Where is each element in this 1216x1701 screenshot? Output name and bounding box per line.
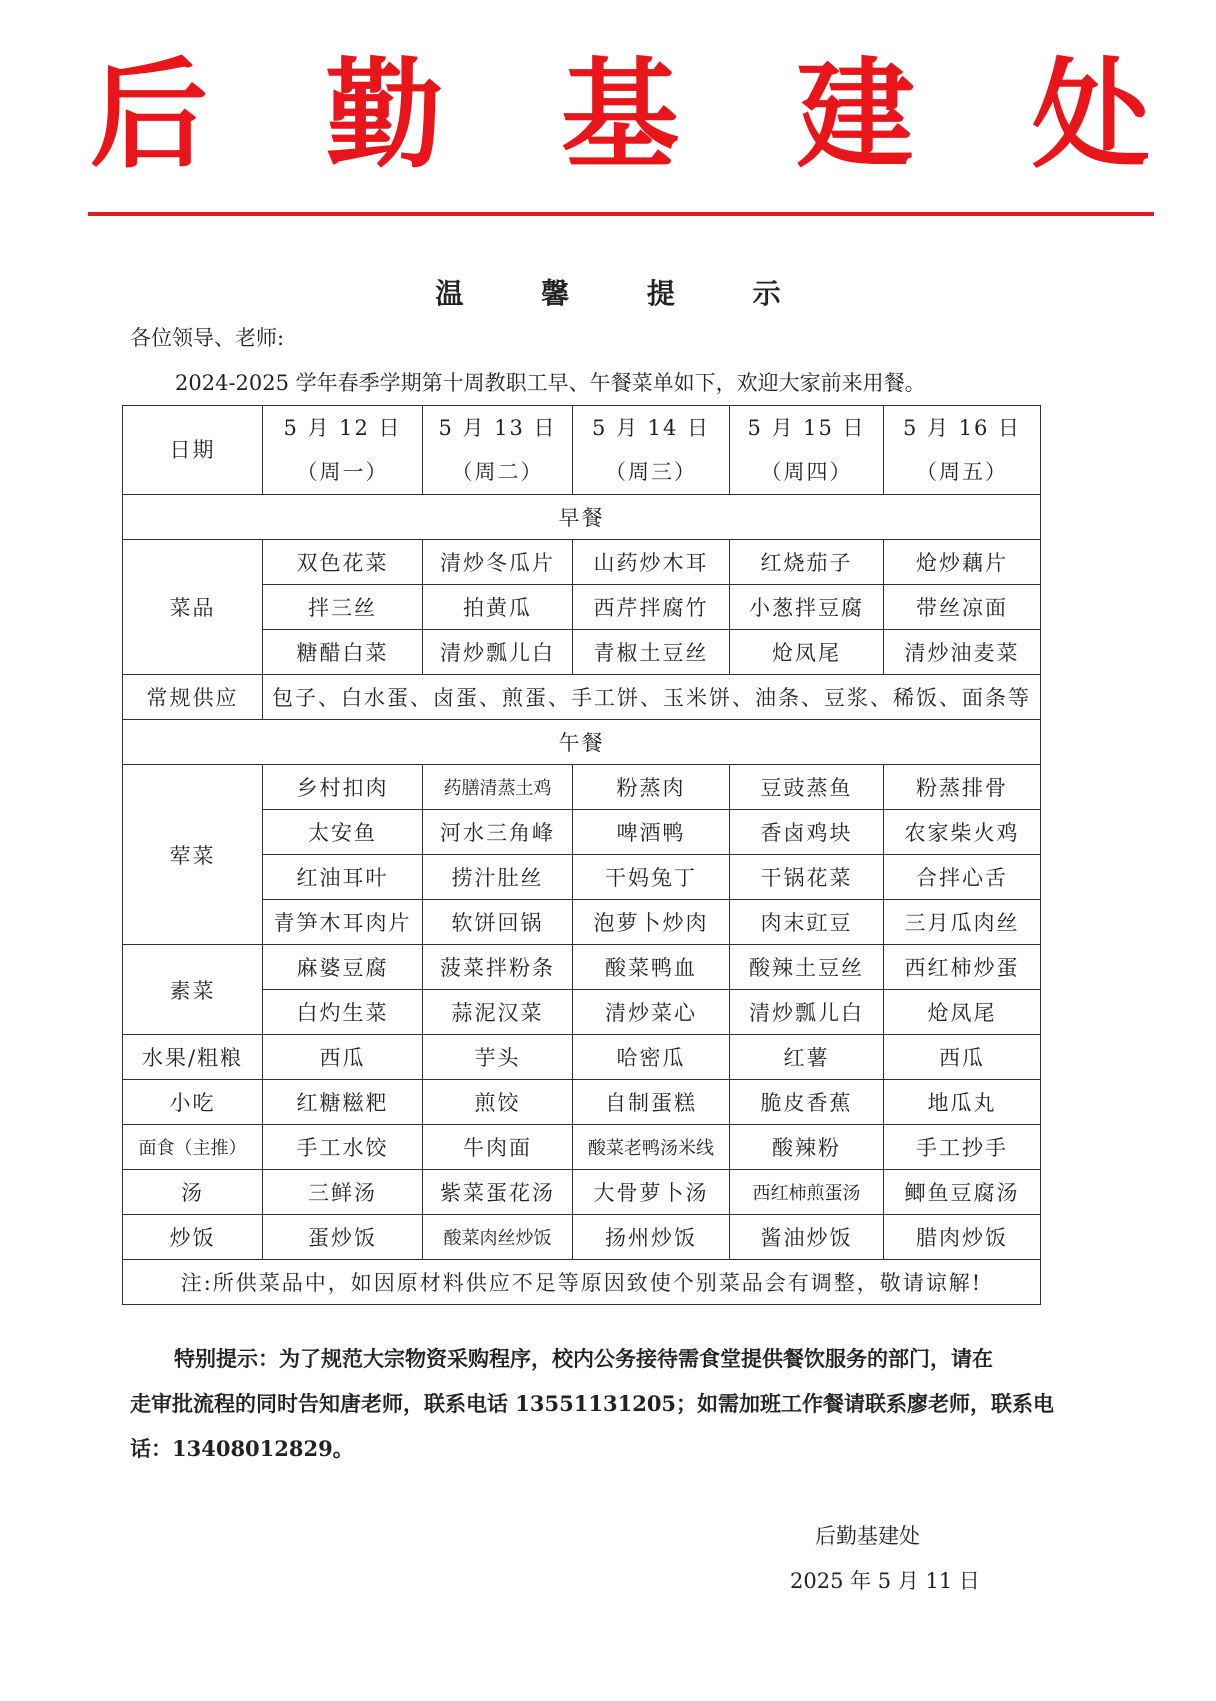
table-row — [123, 765, 1041, 810]
category-label: 水果/粗粮 — [123, 1035, 263, 1080]
letterhead-title — [90, 45, 1150, 184]
table-row — [123, 675, 1041, 720]
dish-cell: 自制蛋糕 — [573, 1080, 730, 1125]
dish-cell: 红糖糍粑 — [263, 1080, 423, 1125]
category-label: 汤 — [123, 1170, 263, 1215]
date-label: 日期 — [123, 406, 263, 495]
letterhead-char: 处 — [1031, 45, 1150, 184]
dish-cell: 蛋炒饭 — [263, 1215, 423, 1260]
dish-cell: 河水三角峰 — [423, 810, 573, 855]
dish-cell: 捞汁肚丝 — [423, 855, 573, 900]
day-date: 5 月 15 日 — [747, 416, 866, 440]
letterhead-char: 勤 — [325, 45, 444, 184]
dish-cell: 清炒冬瓜片 — [423, 540, 573, 585]
letterhead-divider — [88, 212, 1154, 216]
table-row — [123, 1125, 1041, 1170]
day-date: 5 月 13 日 — [438, 416, 557, 440]
dish-cell: 炝凤尾 — [730, 630, 884, 675]
dish-cell: 西瓜 — [263, 1035, 423, 1080]
dish-cell: 鲫鱼豆腐汤 — [884, 1170, 1041, 1215]
regular-supply-text: 包子、白水蛋、卤蛋、煎蛋、手工饼、玉米饼、油条、豆浆、稀饭、面条等 — [263, 675, 1041, 720]
day-weekday: （周三） — [605, 460, 697, 484]
table-row — [123, 540, 1041, 585]
menu-note: 注:所供菜品中，如因原材料供应不足等原因致使个别菜品会有调整，敬请谅解! — [123, 1260, 1041, 1305]
dish-cell: 农家柴火鸡 — [884, 810, 1041, 855]
dish-cell: 啤酒鸭 — [573, 810, 730, 855]
dish-cell: 大骨萝卜汤 — [573, 1170, 730, 1215]
dish-cell: 清炒油麦菜 — [884, 630, 1041, 675]
dish-cell: 西芹拌腐竹 — [573, 585, 730, 630]
dish-cell: 红油耳叶 — [263, 855, 423, 900]
table-row — [123, 945, 1041, 990]
dish-cell: 三鲜汤 — [263, 1170, 423, 1215]
section-row — [123, 495, 1041, 540]
dish-cell: 扬州炒饭 — [573, 1215, 730, 1260]
dish-cell: 红烧茄子 — [730, 540, 884, 585]
dish-cell: 干妈兔丁 — [573, 855, 730, 900]
category-label: 素菜 — [123, 945, 263, 1035]
category-label: 菜品 — [123, 540, 263, 675]
dish-cell: 清炒瓢儿白 — [423, 630, 573, 675]
dish-cell: 牛肉面 — [423, 1125, 573, 1170]
day-date: 5 月 14 日 — [591, 416, 711, 440]
note-row — [123, 1260, 1041, 1305]
breakfast-section-label: 早餐 — [123, 495, 1041, 540]
category-label: 常规供应 — [123, 675, 263, 720]
letterhead-char: 建 — [796, 45, 915, 184]
dish-cell: 地瓜丸 — [884, 1080, 1041, 1125]
dish-cell: 三月瓜肉丝 — [884, 900, 1041, 945]
dish-cell: 合拌心舌 — [884, 855, 1041, 900]
dish-cell: 炝炒藕片 — [884, 540, 1041, 585]
dish-cell: 泡萝卜炒肉 — [573, 900, 730, 945]
day-date: 5 月 12 日 — [283, 416, 402, 440]
dish-cell: 蒜泥汉菜 — [423, 990, 573, 1035]
dish-cell: 青椒土豆丝 — [573, 630, 730, 675]
dish-cell: 白灼生菜 — [263, 990, 423, 1035]
table-row — [123, 1080, 1041, 1125]
section-row — [123, 720, 1041, 765]
day-weekday: （周一） — [296, 460, 389, 484]
menu-table — [122, 405, 1041, 1305]
dish-cell: 软饼回锅 — [423, 900, 573, 945]
dish-cell: 煎饺 — [423, 1080, 573, 1125]
dish-cell: 双色花菜 — [263, 540, 423, 585]
dish-cell: 拍黄瓜 — [423, 585, 573, 630]
day-header — [884, 406, 1041, 495]
day-weekday: （周五） — [916, 460, 1008, 484]
signature-org: 后勤基建处 — [815, 1524, 920, 1548]
dish-cell: 紫菜蛋花汤 — [423, 1170, 573, 1215]
notice-title: 温 馨 提 示 — [435, 277, 815, 310]
date-header-row — [123, 406, 1041, 495]
dish-cell: 红薯 — [730, 1035, 884, 1080]
dish-cell: 带丝凉面 — [884, 585, 1041, 630]
intro-paragraph: 2024-2025 学年春季学期第十周教职工早、午餐菜单如下，欢迎大家前来用餐。 — [175, 371, 926, 395]
dish-cell: 太安鱼 — [263, 810, 423, 855]
dish-cell: 干锅花菜 — [730, 855, 884, 900]
letterhead-char: 基 — [560, 45, 679, 184]
dish-cell: 西红柿煎蛋汤 — [730, 1170, 884, 1215]
dish-cell: 西瓜 — [884, 1035, 1041, 1080]
greeting: 各位领导、老师: — [130, 326, 285, 350]
dish-cell: 哈密瓜 — [573, 1035, 730, 1080]
day-header — [573, 406, 730, 495]
category-label: 面食（主推） — [123, 1125, 263, 1170]
dish-cell: 豆豉蒸鱼 — [730, 765, 884, 810]
day-weekday: （周二） — [451, 460, 544, 484]
dish-cell: 手工水饺 — [263, 1125, 423, 1170]
category-label: 炒饭 — [123, 1215, 263, 1260]
signature-date: 2025 年 5 月 11 日 — [790, 1569, 980, 1593]
special-notice-line: 话：13408012829。 — [130, 1436, 354, 1461]
dish-cell: 麻婆豆腐 — [263, 945, 423, 990]
dish-cell: 拌三丝 — [263, 585, 423, 630]
dish-cell: 小葱拌豆腐 — [730, 585, 884, 630]
lunch-section-label: 午餐 — [123, 720, 1041, 765]
table-row — [123, 1035, 1041, 1080]
day-header — [423, 406, 573, 495]
dish-cell: 粉蒸肉 — [573, 765, 730, 810]
dish-cell: 乡村扣肉 — [263, 765, 423, 810]
dish-cell: 西红柿炒蛋 — [884, 945, 1041, 990]
special-notice — [130, 1336, 1090, 1471]
dish-cell: 酸辣土豆丝 — [730, 945, 884, 990]
special-notice-line: 走审批流程的同时告知唐老师，联系电话 13551131205；如需加班工作餐请联系廖老师，联系电 — [130, 1391, 1055, 1416]
day-header — [263, 406, 423, 495]
dish-cell: 青笋木耳肉片 — [263, 900, 423, 945]
day-header — [730, 406, 884, 495]
category-label: 荤菜 — [123, 765, 263, 945]
letterhead-char: 后 — [90, 45, 209, 184]
dish-cell: 脆皮香蕉 — [730, 1080, 884, 1125]
dish-cell: 芋头 — [423, 1035, 573, 1080]
dish-cell: 酸菜老鸭汤米线 — [573, 1125, 730, 1170]
dish-cell: 酸辣粉 — [730, 1125, 884, 1170]
dish-cell: 菠菜拌粉条 — [423, 945, 573, 990]
table-row — [123, 1170, 1041, 1215]
dish-cell: 山药炒木耳 — [573, 540, 730, 585]
dish-cell: 酸菜鸭血 — [573, 945, 730, 990]
dish-cell: 粉蒸排骨 — [884, 765, 1041, 810]
dish-cell: 肉末豇豆 — [730, 900, 884, 945]
special-notice-line: 特别提示：为了规范大宗物资采购程序，校内公务接待需食堂提供餐饮服务的部门，请在 — [174, 1346, 993, 1371]
dish-cell: 香卤鸡块 — [730, 810, 884, 855]
dish-cell: 酱油炒饭 — [730, 1215, 884, 1260]
dish-cell: 清炒菜心 — [573, 990, 730, 1035]
table-row — [123, 1215, 1041, 1260]
dish-cell: 清炒瓢儿白 — [730, 990, 884, 1035]
dish-cell: 手工抄手 — [884, 1125, 1041, 1170]
dish-cell: 药膳清蒸土鸡 — [423, 765, 573, 810]
category-label: 小吃 — [123, 1080, 263, 1125]
dish-cell: 炝凤尾 — [884, 990, 1041, 1035]
dish-cell: 酸菜肉丝炒饭 — [423, 1215, 573, 1260]
dish-cell: 腊肉炒饭 — [884, 1215, 1041, 1260]
day-date: 5 月 16 日 — [902, 416, 1022, 440]
day-weekday: （周四） — [760, 460, 853, 484]
dish-cell: 糖醋白菜 — [263, 630, 423, 675]
